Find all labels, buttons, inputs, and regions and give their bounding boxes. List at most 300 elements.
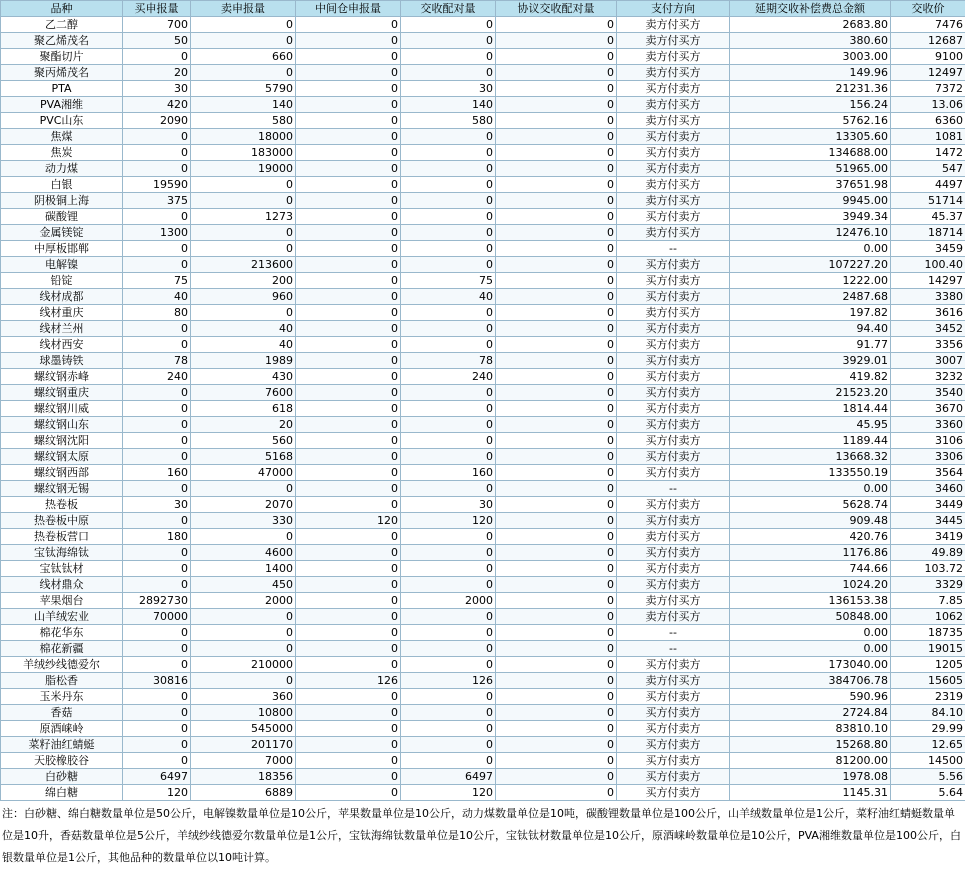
agreement-matched-qty-cell: 0 [496, 305, 617, 321]
settlement-price-cell: 1081 [891, 129, 965, 145]
table-row [1, 513, 965, 529]
settlement-price-cell: 3564 [891, 465, 965, 481]
buy-qty-cell: 6497 [123, 769, 191, 785]
table-row [1, 785, 965, 801]
agreement-matched-qty-cell: 0 [496, 81, 617, 97]
compensation-amount-cell: 94.40 [730, 321, 891, 337]
agreement-matched-qty-cell: 0 [496, 577, 617, 593]
matched-qty-cell: 0 [401, 225, 496, 241]
product-cell: 阴极铜上海 [1, 193, 123, 209]
product-cell: 羊绒纱线德爱尔 [1, 657, 123, 673]
compensation-amount-cell: 91.77 [730, 337, 891, 353]
agreement-matched-qty-cell: 0 [496, 369, 617, 385]
agreement-matched-qty-cell: 0 [496, 657, 617, 673]
matched-qty-cell: 0 [401, 401, 496, 417]
intermediate-qty-cell: 0 [296, 145, 401, 161]
agreement-matched-qty-cell: 0 [496, 753, 617, 769]
buy-qty-cell: 0 [123, 209, 191, 225]
sell-qty-cell: 200 [191, 273, 296, 289]
intermediate-qty-cell: 0 [296, 769, 401, 785]
table-row [1, 353, 965, 369]
settlement-price-cell: 1205 [891, 657, 965, 673]
matched-qty-cell: 0 [401, 129, 496, 145]
settlement-price-cell: 3232 [891, 369, 965, 385]
matched-qty-cell: 240 [401, 369, 496, 385]
product-cell: 聚乙烯茂名 [1, 33, 123, 49]
sell-qty-cell: 7000 [191, 753, 296, 769]
intermediate-qty-cell: 0 [296, 385, 401, 401]
compensation-amount-cell: 3003.00 [730, 49, 891, 65]
intermediate-qty-cell: 0 [296, 721, 401, 737]
payment-direction-cell: 卖方付买方 [617, 225, 730, 241]
buy-qty-cell: 75 [123, 273, 191, 289]
compensation-amount-cell: 83810.10 [730, 721, 891, 737]
agreement-matched-qty-cell: 0 [496, 625, 617, 641]
table-row [1, 273, 965, 289]
agreement-matched-qty-cell: 0 [496, 465, 617, 481]
compensation-amount-cell: 12476.10 [730, 225, 891, 241]
payment-direction-cell: 买方付卖方 [617, 81, 730, 97]
agreement-matched-qty-cell: 0 [496, 289, 617, 305]
header-payment-direction: 支付方向 [617, 1, 730, 17]
matched-qty-cell: 126 [401, 673, 496, 689]
compensation-amount-cell: 420.76 [730, 529, 891, 545]
compensation-amount-cell: 419.82 [730, 369, 891, 385]
agreement-matched-qty-cell: 0 [496, 673, 617, 689]
compensation-amount-cell: 384706.78 [730, 673, 891, 689]
compensation-amount-cell: 2724.84 [730, 705, 891, 721]
matched-qty-cell: 0 [401, 305, 496, 321]
buy-qty-cell: 0 [123, 257, 191, 273]
intermediate-qty-cell: 0 [296, 321, 401, 337]
settlement-price-cell: 3306 [891, 449, 965, 465]
matched-qty-cell: 0 [401, 241, 496, 257]
buy-qty-cell: 0 [123, 49, 191, 65]
buy-qty-cell: 180 [123, 529, 191, 545]
sell-qty-cell: 0 [191, 65, 296, 81]
agreement-matched-qty-cell: 0 [496, 145, 617, 161]
table-row [1, 81, 965, 97]
payment-direction-cell: 卖方付买方 [617, 529, 730, 545]
table-row [1, 17, 965, 33]
buy-qty-cell: 0 [123, 625, 191, 641]
payment-direction-cell: 卖方付买方 [617, 193, 730, 209]
buy-qty-cell: 700 [123, 17, 191, 33]
table-row [1, 129, 965, 145]
matched-qty-cell: 0 [401, 689, 496, 705]
payment-direction-cell: -- [617, 625, 730, 641]
payment-direction-cell: 买方付卖方 [617, 401, 730, 417]
table-row [1, 593, 965, 609]
product-cell: PVC山东 [1, 113, 123, 129]
agreement-matched-qty-cell: 0 [496, 433, 617, 449]
sell-qty-cell: 140 [191, 97, 296, 113]
product-cell: 绵白糖 [1, 785, 123, 801]
agreement-matched-qty-cell: 0 [496, 785, 617, 801]
intermediate-qty-cell: 0 [296, 81, 401, 97]
sell-qty-cell: 40 [191, 321, 296, 337]
compensation-amount-cell: 133550.19 [730, 465, 891, 481]
agreement-matched-qty-cell: 0 [496, 321, 617, 337]
settlement-price-cell: 18714 [891, 225, 965, 241]
settlement-price-cell: 3445 [891, 513, 965, 529]
sell-qty-cell: 660 [191, 49, 296, 65]
compensation-amount-cell: 5628.74 [730, 497, 891, 513]
settlement-price-cell: 7372 [891, 81, 965, 97]
product-cell: 宝钛海绵钛 [1, 545, 123, 561]
sell-qty-cell: 0 [191, 17, 296, 33]
table-row [1, 609, 965, 625]
buy-qty-cell: 50 [123, 33, 191, 49]
payment-direction-cell: 卖方付买方 [617, 97, 730, 113]
intermediate-qty-cell: 0 [296, 433, 401, 449]
product-cell: 线材重庆 [1, 305, 123, 321]
table-row [1, 337, 965, 353]
table-row [1, 33, 965, 49]
payment-direction-cell: 买方付卖方 [617, 337, 730, 353]
buy-qty-cell: 0 [123, 689, 191, 705]
settlement-price-cell: 3419 [891, 529, 965, 545]
buy-qty-cell: 0 [123, 337, 191, 353]
buy-qty-cell: 30 [123, 497, 191, 513]
sell-qty-cell: 0 [191, 33, 296, 49]
sell-qty-cell: 1273 [191, 209, 296, 225]
table-row [1, 145, 965, 161]
intermediate-qty-cell: 0 [296, 401, 401, 417]
product-cell: PTA [1, 81, 123, 97]
payment-direction-cell: 买方付卖方 [617, 289, 730, 305]
product-cell: 螺纹钢山东 [1, 417, 123, 433]
intermediate-qty-cell: 0 [296, 241, 401, 257]
sell-qty-cell: 0 [191, 673, 296, 689]
settlement-price-cell: 3540 [891, 385, 965, 401]
intermediate-qty-cell: 0 [296, 305, 401, 321]
buy-qty-cell: 0 [123, 433, 191, 449]
header-matched-qty: 交收配对量 [401, 1, 496, 17]
agreement-matched-qty-cell: 0 [496, 593, 617, 609]
settlement-price-cell: 15605 [891, 673, 965, 689]
buy-qty-cell: 1300 [123, 225, 191, 241]
compensation-amount-cell: 50848.00 [730, 609, 891, 625]
payment-direction-cell: 买方付卖方 [617, 449, 730, 465]
table-row [1, 417, 965, 433]
matched-qty-cell: 0 [401, 449, 496, 465]
matched-qty-cell: 0 [401, 737, 496, 753]
intermediate-qty-cell: 126 [296, 673, 401, 689]
product-cell: 聚丙烯茂名 [1, 65, 123, 81]
product-cell: 热卷板中原 [1, 513, 123, 529]
table-row [1, 225, 965, 241]
payment-direction-cell: 买方付卖方 [617, 705, 730, 721]
buy-qty-cell: 0 [123, 753, 191, 769]
settlement-price-cell: 4497 [891, 177, 965, 193]
payment-direction-cell: 买方付卖方 [617, 465, 730, 481]
sell-qty-cell: 18000 [191, 129, 296, 145]
buy-qty-cell: 0 [123, 737, 191, 753]
payment-direction-cell: 买方付卖方 [617, 721, 730, 737]
sell-qty-cell: 10800 [191, 705, 296, 721]
compensation-amount-cell: 909.48 [730, 513, 891, 529]
payment-direction-cell: -- [617, 481, 730, 497]
settlement-price-cell: 3616 [891, 305, 965, 321]
sell-qty-cell: 0 [191, 225, 296, 241]
settlement-price-cell: 3459 [891, 241, 965, 257]
table-row [1, 673, 965, 689]
table-row [1, 65, 965, 81]
buy-qty-cell: 30816 [123, 673, 191, 689]
intermediate-qty-cell: 0 [296, 225, 401, 241]
payment-direction-cell: 卖方付买方 [617, 305, 730, 321]
payment-direction-cell: 卖方付买方 [617, 33, 730, 49]
intermediate-qty-cell: 0 [296, 641, 401, 657]
compensation-amount-cell: 149.96 [730, 65, 891, 81]
table-row [1, 369, 965, 385]
settlement-price-cell: 3329 [891, 577, 965, 593]
agreement-matched-qty-cell: 0 [496, 129, 617, 145]
table-row [1, 177, 965, 193]
payment-direction-cell: 卖方付买方 [617, 17, 730, 33]
payment-direction-cell: 买方付卖方 [617, 785, 730, 801]
intermediate-qty-cell: 0 [296, 529, 401, 545]
table-row [1, 577, 965, 593]
payment-direction-cell: 买方付卖方 [617, 369, 730, 385]
table-row [1, 257, 965, 273]
payment-direction-cell: 买方付卖方 [617, 497, 730, 513]
intermediate-qty-cell: 0 [296, 785, 401, 801]
agreement-matched-qty-cell: 0 [496, 385, 617, 401]
buy-qty-cell: 0 [123, 401, 191, 417]
settlement-price-cell: 14297 [891, 273, 965, 289]
table-row [1, 289, 965, 305]
agreement-matched-qty-cell: 0 [496, 65, 617, 81]
matched-qty-cell: 0 [401, 193, 496, 209]
buy-qty-cell: 0 [123, 449, 191, 465]
agreement-matched-qty-cell: 0 [496, 193, 617, 209]
compensation-amount-cell: 744.66 [730, 561, 891, 577]
matched-qty-cell: 580 [401, 113, 496, 129]
agreement-matched-qty-cell: 0 [496, 257, 617, 273]
sell-qty-cell: 0 [191, 481, 296, 497]
sell-qty-cell: 2000 [191, 593, 296, 609]
intermediate-qty-cell: 0 [296, 369, 401, 385]
product-cell: 香菇 [1, 705, 123, 721]
product-cell: 天胶橡胶谷 [1, 753, 123, 769]
intermediate-qty-cell: 0 [296, 129, 401, 145]
product-cell: 线材西安 [1, 337, 123, 353]
buy-qty-cell: 0 [123, 129, 191, 145]
settlement-price-cell: 29.99 [891, 721, 965, 737]
agreement-matched-qty-cell: 0 [496, 177, 617, 193]
compensation-amount-cell: 197.82 [730, 305, 891, 321]
agreement-matched-qty-cell: 0 [496, 337, 617, 353]
product-cell: PVA湘维 [1, 97, 123, 113]
agreement-matched-qty-cell: 0 [496, 353, 617, 369]
sell-qty-cell: 0 [191, 305, 296, 321]
sell-qty-cell: 0 [191, 609, 296, 625]
matched-qty-cell: 0 [401, 545, 496, 561]
sell-qty-cell: 183000 [191, 145, 296, 161]
compensation-amount-cell: 21231.36 [730, 81, 891, 97]
intermediate-qty-cell: 0 [296, 577, 401, 593]
product-cell: 乙二醇 [1, 17, 123, 33]
product-cell: 山羊绒宏业 [1, 609, 123, 625]
settlement-price-cell: 12.65 [891, 737, 965, 753]
buy-qty-cell: 375 [123, 193, 191, 209]
table-row [1, 689, 965, 705]
product-cell: 白银 [1, 177, 123, 193]
compensation-amount-cell: 13668.32 [730, 449, 891, 465]
sell-qty-cell: 0 [191, 529, 296, 545]
table-row [1, 465, 965, 481]
table-row [1, 193, 965, 209]
product-cell: 螺纹钢赤峰 [1, 369, 123, 385]
buy-qty-cell: 0 [123, 561, 191, 577]
settlement-price-cell: 12687 [891, 33, 965, 49]
payment-direction-cell: 买方付卖方 [617, 657, 730, 673]
matched-qty-cell: 0 [401, 257, 496, 273]
agreement-matched-qty-cell: 0 [496, 161, 617, 177]
buy-qty-cell: 0 [123, 577, 191, 593]
payment-direction-cell: 买方付卖方 [617, 129, 730, 145]
compensation-amount-cell: 0.00 [730, 625, 891, 641]
compensation-amount-cell: 5762.16 [730, 113, 891, 129]
sell-qty-cell: 360 [191, 689, 296, 705]
compensation-amount-cell: 45.95 [730, 417, 891, 433]
matched-qty-cell: 0 [401, 657, 496, 673]
settlement-price-cell: 1472 [891, 145, 965, 161]
matched-qty-cell: 0 [401, 577, 496, 593]
buy-qty-cell: 2090 [123, 113, 191, 129]
matched-qty-cell: 0 [401, 609, 496, 625]
product-cell: 中厚板邯郸 [1, 241, 123, 257]
table-row [1, 737, 965, 753]
buy-qty-cell: 0 [123, 657, 191, 673]
payment-direction-cell: 买方付卖方 [617, 737, 730, 753]
intermediate-qty-cell: 0 [296, 625, 401, 641]
product-cell: 线材鼎众 [1, 577, 123, 593]
compensation-amount-cell: 21523.20 [730, 385, 891, 401]
agreement-matched-qty-cell: 0 [496, 545, 617, 561]
payment-direction-cell: 买方付卖方 [617, 561, 730, 577]
payment-direction-cell: 卖方付买方 [617, 49, 730, 65]
settlement-price-cell: 19015 [891, 641, 965, 657]
compensation-amount-cell: 51965.00 [730, 161, 891, 177]
intermediate-qty-cell: 0 [296, 609, 401, 625]
product-cell: 焦炭 [1, 145, 123, 161]
sell-qty-cell: 6889 [191, 785, 296, 801]
sell-qty-cell: 18356 [191, 769, 296, 785]
buy-qty-cell: 0 [123, 513, 191, 529]
buy-qty-cell: 160 [123, 465, 191, 481]
agreement-matched-qty-cell: 0 [496, 17, 617, 33]
product-cell: 棉花华东 [1, 625, 123, 641]
intermediate-qty-cell: 0 [296, 353, 401, 369]
matched-qty-cell: 0 [401, 529, 496, 545]
matched-qty-cell: 30 [401, 81, 496, 97]
matched-qty-cell: 0 [401, 49, 496, 65]
agreement-matched-qty-cell: 0 [496, 689, 617, 705]
table-row [1, 545, 965, 561]
compensation-amount-cell: 107227.20 [730, 257, 891, 273]
settlement-price-cell: 103.72 [891, 561, 965, 577]
table-row [1, 97, 965, 113]
matched-qty-cell: 0 [401, 321, 496, 337]
table-row [1, 449, 965, 465]
intermediate-qty-cell: 0 [296, 497, 401, 513]
buy-qty-cell: 40 [123, 289, 191, 305]
settlement-price-cell: 3380 [891, 289, 965, 305]
payment-direction-cell: 买方付卖方 [617, 417, 730, 433]
table-row [1, 657, 965, 673]
sell-qty-cell: 450 [191, 577, 296, 593]
matched-qty-cell: 2000 [401, 593, 496, 609]
product-cell: 原酒崃岭 [1, 721, 123, 737]
settlement-price-cell: 51714 [891, 193, 965, 209]
agreement-matched-qty-cell: 0 [496, 33, 617, 49]
payment-direction-cell: 买方付卖方 [617, 353, 730, 369]
matched-qty-cell: 0 [401, 625, 496, 641]
compensation-amount-cell: 1145.31 [730, 785, 891, 801]
intermediate-qty-cell: 0 [296, 337, 401, 353]
buy-qty-cell: 0 [123, 721, 191, 737]
agreement-matched-qty-cell: 0 [496, 97, 617, 113]
header-intermediate-qty: 中间仓申报量 [296, 1, 401, 17]
compensation-amount-cell: 2683.80 [730, 17, 891, 33]
product-cell: 碳酸锂 [1, 209, 123, 225]
compensation-amount-cell: 1222.00 [730, 273, 891, 289]
buy-qty-cell: 78 [123, 353, 191, 369]
payment-direction-cell: 买方付卖方 [617, 577, 730, 593]
agreement-matched-qty-cell: 0 [496, 417, 617, 433]
matched-qty-cell: 0 [401, 385, 496, 401]
settlement-price-cell: 5.56 [891, 769, 965, 785]
sell-qty-cell: 213600 [191, 257, 296, 273]
sell-qty-cell: 0 [191, 641, 296, 657]
intermediate-qty-cell: 0 [296, 593, 401, 609]
buy-qty-cell: 70000 [123, 609, 191, 625]
sell-qty-cell: 0 [191, 193, 296, 209]
buy-qty-cell: 120 [123, 785, 191, 801]
intermediate-qty-cell: 0 [296, 705, 401, 721]
agreement-matched-qty-cell: 0 [496, 449, 617, 465]
payment-direction-cell: 买方付卖方 [617, 689, 730, 705]
settlement-price-cell: 3360 [891, 417, 965, 433]
settlement-price-cell: 3356 [891, 337, 965, 353]
table-row [1, 769, 965, 785]
settlement-price-cell: 7476 [891, 17, 965, 33]
matched-qty-cell: 140 [401, 97, 496, 113]
table-row [1, 641, 965, 657]
matched-qty-cell: 0 [401, 177, 496, 193]
sell-qty-cell: 4600 [191, 545, 296, 561]
intermediate-qty-cell: 0 [296, 177, 401, 193]
product-cell: 菜籽油红蜻蜓 [1, 737, 123, 753]
settlement-price-cell: 5.64 [891, 785, 965, 801]
sell-qty-cell: 580 [191, 113, 296, 129]
agreement-matched-qty-cell: 0 [496, 401, 617, 417]
payment-direction-cell: 买方付卖方 [617, 161, 730, 177]
product-cell: 螺纹钢沈阳 [1, 433, 123, 449]
table-row [1, 625, 965, 641]
settlement-price-cell: 49.89 [891, 545, 965, 561]
sell-qty-cell: 2070 [191, 497, 296, 513]
settlement-price-cell: 3106 [891, 433, 965, 449]
payment-direction-cell: 卖方付买方 [617, 593, 730, 609]
agreement-matched-qty-cell: 0 [496, 641, 617, 657]
settlement-price-cell: 7.85 [891, 593, 965, 609]
table-row [1, 113, 965, 129]
payment-direction-cell: 卖方付买方 [617, 673, 730, 689]
